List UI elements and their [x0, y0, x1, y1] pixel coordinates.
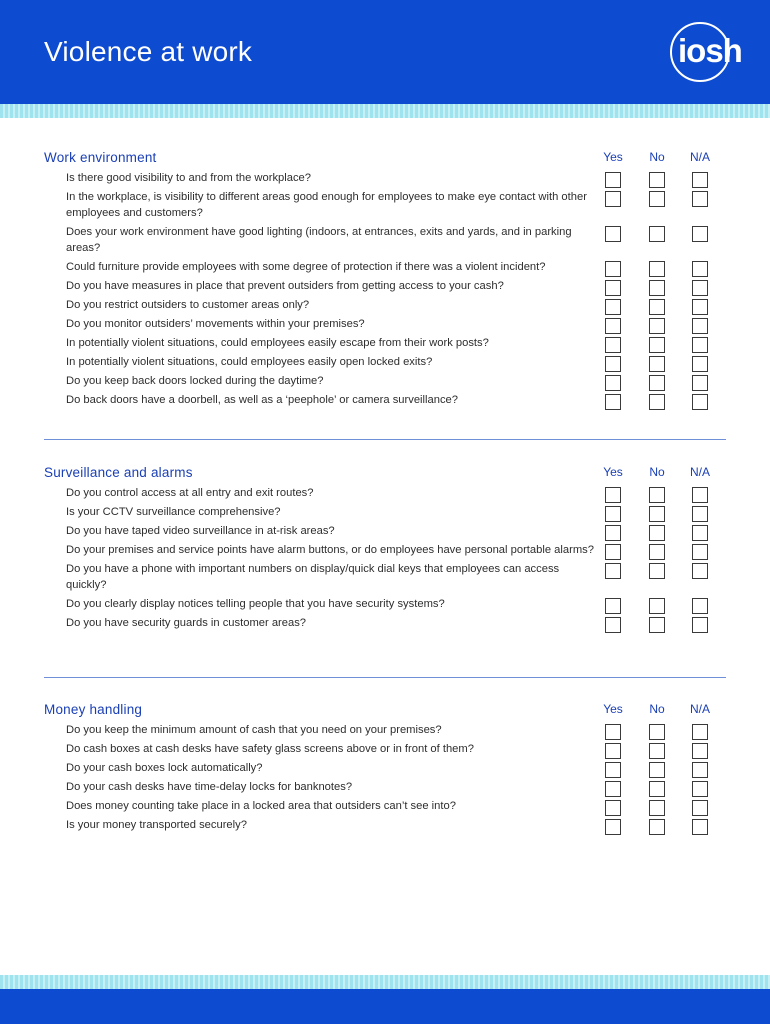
checkbox-no[interactable] — [649, 506, 665, 522]
checkbox-no[interactable] — [649, 261, 665, 277]
section-header — [0, 702, 770, 722]
checkbox-na[interactable] — [692, 261, 708, 277]
page-header — [0, 0, 770, 104]
checkbox-yes[interactable] — [605, 172, 621, 188]
question-row — [0, 798, 600, 814]
column-label-yes: Yes — [603, 150, 623, 164]
column-label-yes: Yes — [603, 465, 623, 479]
checkbox-na[interactable] — [692, 617, 708, 633]
question-row — [0, 741, 600, 757]
checkbox-no[interactable] — [649, 525, 665, 541]
checkbox-na[interactable] — [692, 598, 708, 614]
question-row — [0, 189, 600, 221]
checkbox-no[interactable] — [649, 394, 665, 410]
iosh-logo — [668, 22, 748, 82]
checkbox-na[interactable] — [692, 280, 708, 296]
question-text: Does money counting take place in a locked area that outsiders can’t see into? — [66, 800, 456, 812]
checkbox-no[interactable] — [649, 318, 665, 334]
question-text: Do back doors have a doorbell, as well as a ‘peephole’ or camera surveillance? — [66, 394, 458, 406]
question-text: Do you have a phone with important numbers on display/quick dial keys that employees can access quickly? — [66, 563, 560, 591]
checkbox-na[interactable] — [692, 191, 708, 207]
question-text: Is there good visibility to and from the workplace? — [66, 172, 312, 184]
checkbox-yes[interactable] — [605, 280, 621, 296]
checkbox-yes[interactable] — [605, 506, 621, 522]
checkbox-no[interactable] — [649, 563, 665, 579]
column-label-na: N/A — [689, 465, 710, 479]
section-title: Work environment — [44, 150, 157, 165]
question-text: Do you have measures in place that prevent outsiders from getting access to your cash? — [66, 280, 504, 292]
question-row — [0, 278, 600, 294]
question-text: In the workplace, is visibility to different areas good enough for employees to make eye contact with other employees and customers? — [66, 191, 587, 219]
question-row — [0, 779, 600, 795]
checkbox-na[interactable] — [692, 375, 708, 391]
question-text: Is your money transported securely? — [66, 819, 247, 831]
question-row — [0, 259, 600, 275]
question-row — [0, 316, 600, 332]
checkbox-yes[interactable] — [605, 743, 621, 759]
column-label-na: N/A — [689, 150, 710, 164]
checkbox-no[interactable] — [649, 743, 665, 759]
checkbox-no[interactable] — [649, 356, 665, 372]
question-row — [0, 335, 600, 351]
page-title: Violence at work — [44, 36, 253, 67]
question-text: Do you keep back doors locked during the daytime? — [66, 375, 324, 387]
section-header — [0, 150, 770, 170]
checkbox-yes[interactable] — [605, 375, 621, 391]
checkbox-yes[interactable] — [605, 563, 621, 579]
checkbox-yes[interactable] — [605, 487, 621, 503]
question-row — [0, 297, 600, 313]
checkbox-yes[interactable] — [605, 226, 621, 242]
checkbox-na[interactable] — [692, 487, 708, 503]
checkbox-na[interactable] — [692, 544, 708, 560]
question-row — [0, 485, 600, 501]
column-label-no: No — [649, 702, 665, 716]
question-text: Do you clearly display notices telling people that you have security systems? — [66, 598, 445, 610]
checkbox-yes[interactable] — [605, 394, 621, 410]
section-divider — [44, 439, 726, 440]
question-row — [0, 817, 600, 833]
section-divider — [44, 677, 726, 678]
checkbox-no[interactable] — [649, 544, 665, 560]
section-title: Money handling — [44, 702, 143, 717]
column-label-yes: Yes — [603, 702, 623, 716]
question-row — [0, 596, 600, 612]
checkbox-na[interactable] — [692, 226, 708, 242]
section-0 — [0, 150, 770, 411]
question-text: Do you restrict outsiders to customer areas only? — [66, 299, 310, 311]
checkbox-no[interactable] — [649, 172, 665, 188]
checkbox-yes[interactable] — [605, 337, 621, 353]
checkbox-no[interactable] — [649, 299, 665, 315]
checkbox-yes[interactable] — [605, 819, 621, 835]
checkbox-yes[interactable] — [605, 525, 621, 541]
checkbox-na[interactable] — [692, 394, 708, 410]
question-row — [0, 354, 600, 370]
checkbox-no[interactable] — [649, 724, 665, 740]
column-label-no: No — [649, 150, 665, 164]
checkbox-yes[interactable] — [605, 318, 621, 334]
checkbox-na[interactable] — [692, 781, 708, 797]
question-text: Do you keep the minimum amount of cash that you need on your premises? — [66, 724, 442, 736]
question-text: Do cash boxes at cash desks have safety glass screens above or in front of them? — [66, 743, 474, 755]
column-label-no: No — [649, 465, 665, 479]
checkbox-na[interactable] — [692, 762, 708, 778]
question-row — [0, 615, 600, 631]
checkbox-na[interactable] — [692, 819, 708, 835]
checkbox-no[interactable] — [649, 800, 665, 816]
question-row — [0, 504, 600, 520]
question-text: Does your work environment have good lighting (indoors, at entrances, exits and yards, and in parking areas? — [66, 226, 572, 254]
section-header — [0, 465, 770, 485]
question-row — [0, 392, 600, 408]
question-row — [0, 542, 600, 558]
question-text: Do you monitor outsiders’ movements within your premises? — [66, 318, 365, 330]
checkbox-yes[interactable] — [605, 617, 621, 633]
checkbox-no[interactable] — [649, 819, 665, 835]
question-text: Do you have taped video surveillance in at-risk areas? — [66, 525, 335, 537]
checkbox-na[interactable] — [692, 724, 708, 740]
bottom-stripe — [0, 975, 770, 989]
checkbox-yes[interactable] — [605, 800, 621, 816]
checkbox-no[interactable] — [649, 191, 665, 207]
section-2 — [0, 702, 770, 836]
checkbox-na[interactable] — [692, 299, 708, 315]
checkbox-na[interactable] — [692, 743, 708, 759]
question-text: In potentially violent situations, could employees easily open locked exits? — [66, 356, 433, 368]
question-text: Do your cash boxes lock automatically? — [66, 762, 263, 774]
checkbox-na[interactable] — [692, 563, 708, 579]
question-row — [0, 760, 600, 776]
question-row — [0, 523, 600, 539]
checkbox-no[interactable] — [649, 617, 665, 633]
question-text: Could furniture provide employees with some degree of protection if there was a violent incident? — [66, 261, 546, 273]
question-text: Do your cash desks have time-delay locks for banknotes? — [66, 781, 353, 793]
checkbox-yes[interactable] — [605, 299, 621, 315]
checkbox-yes[interactable] — [605, 781, 621, 797]
question-text: Do your premises and service points have alarm buttons, or do employees have personal portable alarms? — [66, 544, 594, 556]
question-row — [0, 722, 600, 738]
question-text: Do you have security guards in customer areas? — [66, 617, 307, 629]
checkbox-na[interactable] — [692, 356, 708, 372]
checkbox-no[interactable] — [649, 598, 665, 614]
column-label-na: N/A — [689, 702, 710, 716]
checkbox-yes[interactable] — [605, 724, 621, 740]
question-text: Is your CCTV surveillance comprehensive? — [66, 506, 281, 518]
question-row — [0, 224, 600, 256]
checkbox-yes[interactable] — [605, 191, 621, 207]
checkbox-no[interactable] — [649, 375, 665, 391]
section-title: Surveillance and alarms — [44, 465, 193, 480]
checkbox-na[interactable] — [692, 525, 708, 541]
checkbox-no[interactable] — [649, 781, 665, 797]
checkbox-yes[interactable] — [605, 598, 621, 614]
checkbox-yes[interactable] — [605, 544, 621, 560]
top-stripe — [0, 104, 770, 118]
checkbox-na[interactable] — [692, 172, 708, 188]
checkbox-yes[interactable] — [605, 261, 621, 277]
checkbox-na[interactable] — [692, 506, 708, 522]
checkbox-na[interactable] — [692, 318, 708, 334]
logo-text: iosh — [678, 32, 742, 69]
question-row — [0, 373, 600, 389]
checkbox-no[interactable] — [649, 487, 665, 503]
question-row — [0, 561, 600, 593]
question-text: Do you control access at all entry and exit routes? — [66, 487, 314, 499]
checkbox-no[interactable] — [649, 762, 665, 778]
question-row — [0, 170, 600, 186]
question-text: In potentially violent situations, could employees easily escape from their work posts? — [66, 337, 489, 349]
checkbox-yes[interactable] — [605, 762, 621, 778]
checkbox-no[interactable] — [649, 280, 665, 296]
section-1 — [0, 465, 770, 634]
checkbox-yes[interactable] — [605, 356, 621, 372]
page-footer — [0, 989, 770, 1024]
checkbox-na[interactable] — [692, 800, 708, 816]
checkbox-no[interactable] — [649, 337, 665, 353]
checkbox-na[interactable] — [692, 337, 708, 353]
checkbox-no[interactable] — [649, 226, 665, 242]
